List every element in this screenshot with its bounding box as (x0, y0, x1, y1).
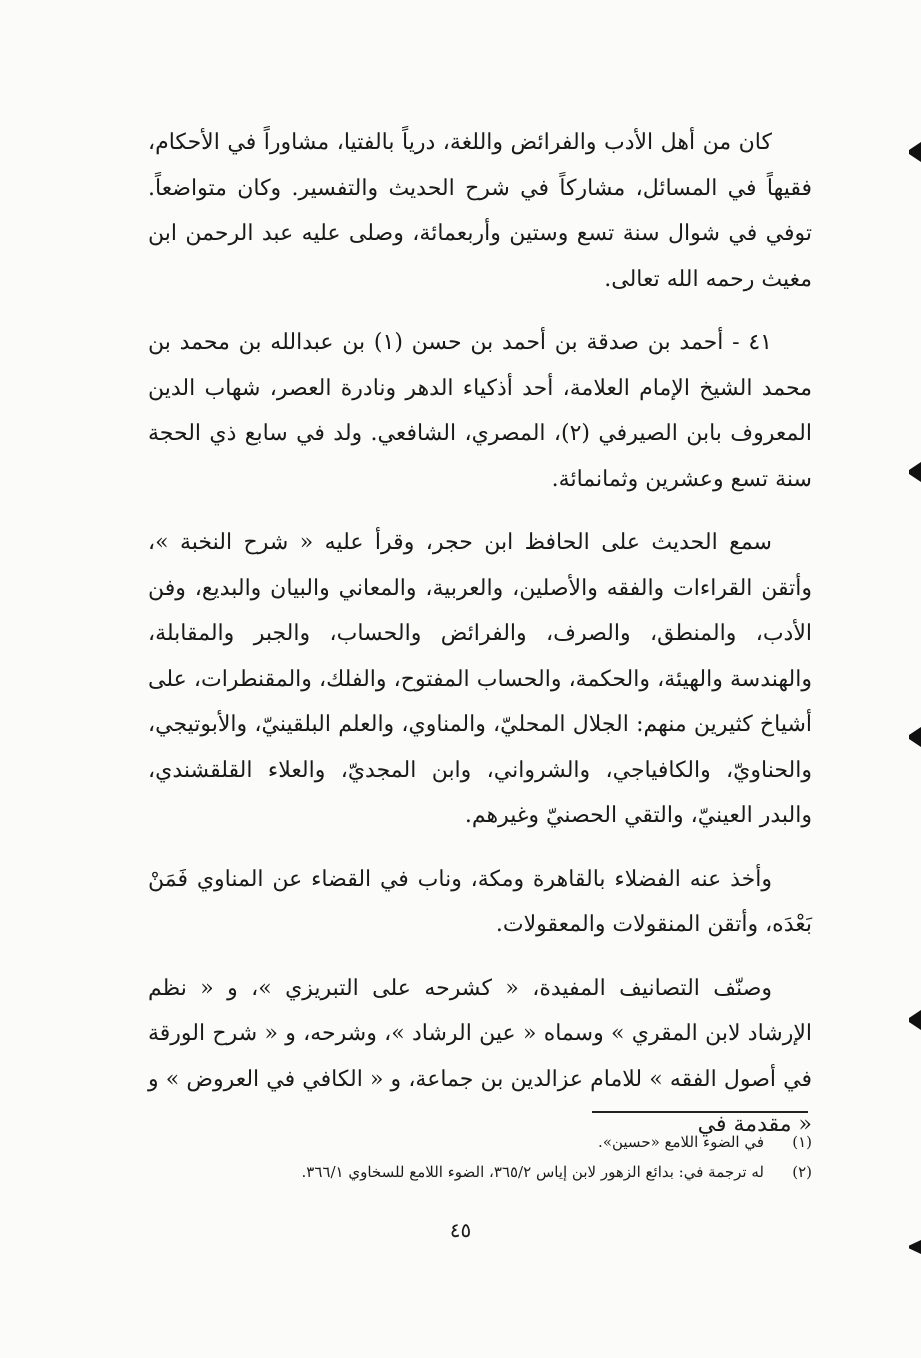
paragraph-3: سمع الحديث على الحافظ ابن حجر، وقرأ عليه « شرح النخبة »، وأتقن القراءات والفقه والأصلين، والعربية، والمعاني والبيان والبديع، وفن الأدب، والمنطق، والصرف، والفرائض والحساب، والجبر والمقابلة، والهندسة والهيئة، والحكمة، والحساب المفتوح، والفلك، والمقنطرات، على أشياخ كثيرين منهم: الجلال المحليّ، والمناوي، والعلم البلقينيّ، والأبوتيجي، والحناويّ، والكافياجي، والشرواني، وابن المجديّ، والعلاء القلقشندي، والبدر العينيّ، والتقي الحصنيّ وغيرهم. (148, 530, 812, 828)
paragraph-4: وأخذ عنه الفضلاء بالقاهرة ومكة، وناب في القضاء عن المناوي فَمَنْ بَعْدَه، وأتقن المنقولات والمعقولات. (148, 866, 812, 937)
footnotes (148, 1127, 812, 1187)
footnote-2-text: له ترجمة في: بدائع الزهور لابن إياس ٣٦٥/٢، الضوء اللامع للسخاوي ٣٦٦/١. (301, 1163, 764, 1181)
paragraph-1: كان من أهل الأدب والفرائض واللغة، درياً بالفتيا، مشاوراً في الأحكام، فقيهاً في المسائل، مشاركاً في شرح الحديث والتفسير. وكان متواضعاً. توفي في شوال سنة تسع وستين وأربعمائة، وصلى عليه عبد الرحمن ابن مغيث رحمه الله تعالى. (148, 130, 812, 292)
paragraph-5: وصنّف التصانيف المفيدة، « كشرحه على التبريزي »، و « نظم الإرشاد لابن المقري » وسماه « عين الرشاد »، وشرحه، و « شرح الورقة في أصول الفقه » للامام عزالدين بن جماعة، و « الكافي في العروض » و « مقدمة في (148, 975, 812, 1137)
edge-mark (909, 1010, 921, 1030)
footnote-1 (148, 1127, 812, 1157)
page-number: ٤٥ (449, 1218, 472, 1242)
edge-mark (909, 142, 921, 162)
edge-mark (909, 727, 921, 747)
footnote-separator (592, 1111, 808, 1113)
footnote-2 (148, 1157, 812, 1187)
paragraph-2: ٤١ - أحمد بن صدقة بن أحمد بن حسن (١) بن عبدالله بن محمد بن محمد الشيخ الإمام العلامة، أحد أذكياء الدهر ونادرة العصر، شهاب الدين المعروف بابن الصيرفي (٢)، المصري، الشافعي. ولد في سابع ذي الحجة سنة تسع وعشرين وثمانمائة. (148, 330, 812, 492)
footnote-2-number: (٢) (792, 1163, 812, 1181)
footnote-1-text: في الضوء اللامع «حسين». (598, 1133, 764, 1151)
edge-mark (909, 1240, 921, 1254)
main-text (148, 120, 812, 1166)
footnote-1-number: (١) (792, 1133, 812, 1151)
edge-mark (909, 462, 921, 482)
